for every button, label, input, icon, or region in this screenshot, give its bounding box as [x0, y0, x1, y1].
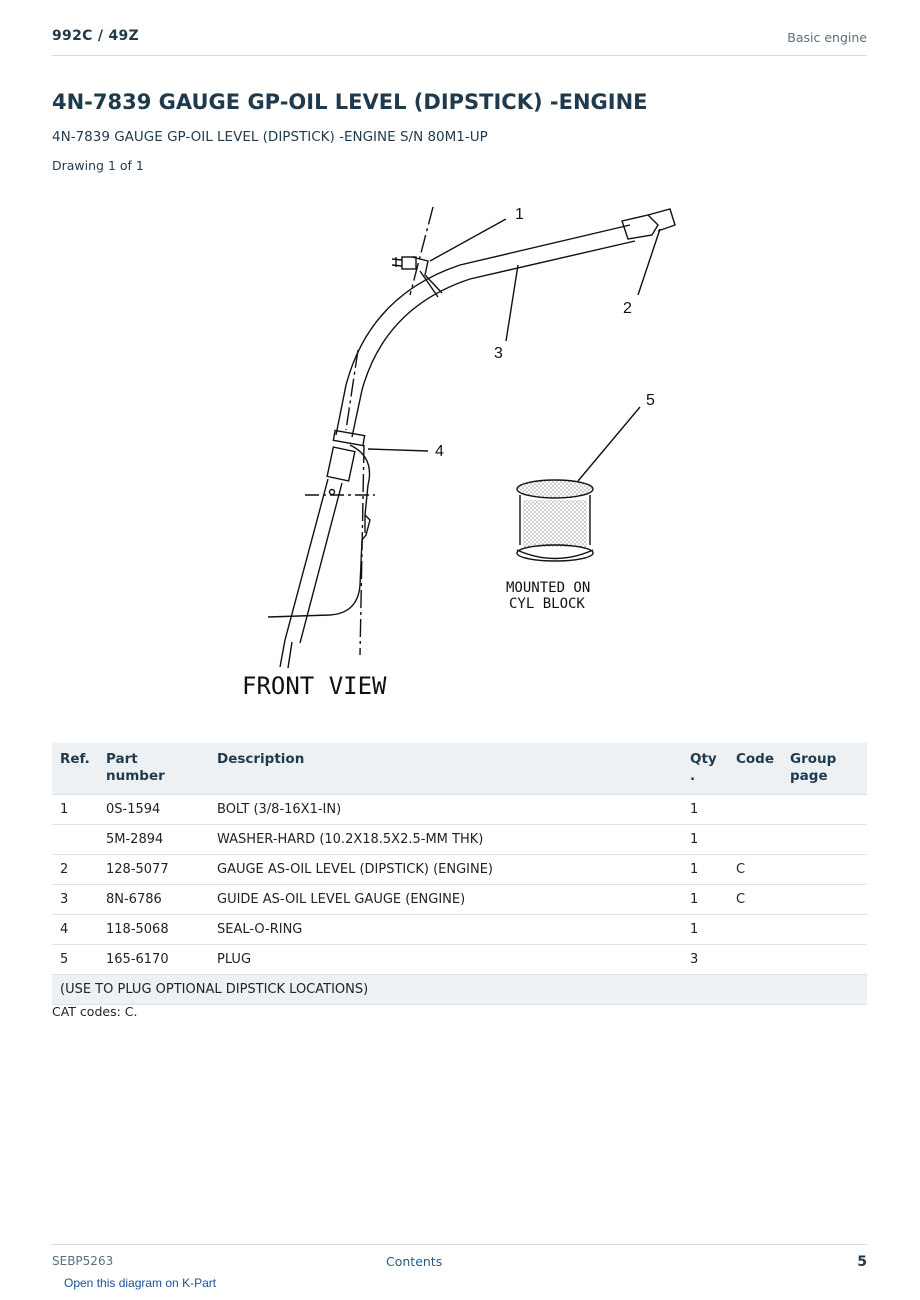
- cell-part-number: 5M-2894: [98, 825, 209, 855]
- cell-description: PLUG: [209, 945, 682, 975]
- page-footer: [52, 1244, 867, 1275]
- cell-description: WASHER-HARD (10.2X18.5X2.5-MM THK): [209, 825, 682, 855]
- cell-group-page: [782, 915, 867, 945]
- col-part-number: Part number: [98, 743, 209, 795]
- table-row: [52, 795, 867, 825]
- cell-part-number: 118-5068: [98, 915, 209, 945]
- cell-part-number: 165-6170: [98, 945, 209, 975]
- cell-part-number: 0S-1594: [98, 795, 209, 825]
- col-group-page: Group page: [782, 743, 867, 795]
- cell-description: GAUGE AS-OIL LEVEL (DIPSTICK) (ENGINE): [209, 855, 682, 885]
- cell-ref: [52, 825, 98, 855]
- table-note-row: [52, 975, 867, 1005]
- cell-qty: 3: [682, 945, 728, 975]
- parts-table-header: [52, 743, 867, 795]
- cell-description: GUIDE AS-OIL LEVEL GAUGE (ENGINE): [209, 885, 682, 915]
- cell-qty: 1: [682, 825, 728, 855]
- page-title: 4N-7839 GAUGE GP-OIL LEVEL (DIPSTICK) -ENGINE: [52, 90, 648, 114]
- cell-group-page: [782, 825, 867, 855]
- cell-qty: 1: [682, 795, 728, 825]
- cat-codes-note: CAT codes: C.: [52, 1004, 138, 1019]
- callout-5: 5: [646, 392, 655, 409]
- col-description: Description: [209, 743, 682, 795]
- page-number: 5: [857, 1254, 867, 1270]
- callout-3: 3: [494, 345, 503, 362]
- page-subtitle: 4N-7839 GAUGE GP-OIL LEVEL (DIPSTICK) -ENGINE S/N 80M1-UP: [52, 129, 488, 145]
- cell-code: [728, 945, 782, 975]
- cell-code: C: [728, 855, 782, 885]
- col-code: Code: [728, 743, 782, 795]
- cell-code: [728, 795, 782, 825]
- drawing-count-label: Drawing 1 of 1: [52, 158, 144, 173]
- cell-ref: 2: [52, 855, 98, 885]
- cell-part-number: 128-5077: [98, 855, 209, 885]
- cell-qty: 1: [682, 915, 728, 945]
- parts-table: [52, 743, 867, 1005]
- cell-group-page: [782, 885, 867, 915]
- page-header: [52, 28, 867, 56]
- callout-4: 4: [435, 443, 444, 460]
- cell-code: [728, 825, 782, 855]
- table-row: [52, 945, 867, 975]
- cell-ref: 4: [52, 915, 98, 945]
- document-id: SEBP5263: [52, 1254, 114, 1268]
- cell-code: [728, 915, 782, 945]
- callout-2: 2: [623, 300, 632, 317]
- callout-1: 1: [515, 206, 524, 223]
- cell-ref: 3: [52, 885, 98, 915]
- col-ref: Ref.: [52, 743, 98, 795]
- cell-ref: 5: [52, 945, 98, 975]
- cell-part-number: 8N-6786: [98, 885, 209, 915]
- cell-ref: 1: [52, 795, 98, 825]
- cell-group-page: [782, 945, 867, 975]
- col-qty: Qty .: [682, 743, 728, 795]
- cell-group-page: [782, 855, 867, 885]
- cell-description: BOLT (3/8-16X1-IN): [209, 795, 682, 825]
- dipstick-diagram: [230, 195, 710, 715]
- model-label: 992C / 49Z: [52, 28, 139, 44]
- front-view-label: FRONT VIEW: [242, 672, 387, 700]
- contents-link[interactable]: Contents: [386, 1254, 443, 1269]
- cell-code: C: [728, 885, 782, 915]
- kpart-link[interactable]: Open this diagram on K-Part: [64, 1276, 217, 1290]
- cell-group-page: [782, 795, 867, 825]
- section-label: Basic engine: [787, 30, 867, 45]
- cell-description: SEAL-O-RING: [209, 915, 682, 945]
- table-row: [52, 855, 867, 885]
- mount-label-line1: MOUNTED ON: [506, 580, 591, 596]
- table-row: [52, 825, 867, 855]
- mount-label-line2: CYL BLOCK: [509, 596, 585, 612]
- table-row: [52, 915, 867, 945]
- cell-qty: 1: [682, 885, 728, 915]
- cell-qty: 1: [682, 855, 728, 885]
- table-row: [52, 885, 867, 915]
- table-note: (USE TO PLUG OPTIONAL DIPSTICK LOCATIONS): [52, 975, 867, 1005]
